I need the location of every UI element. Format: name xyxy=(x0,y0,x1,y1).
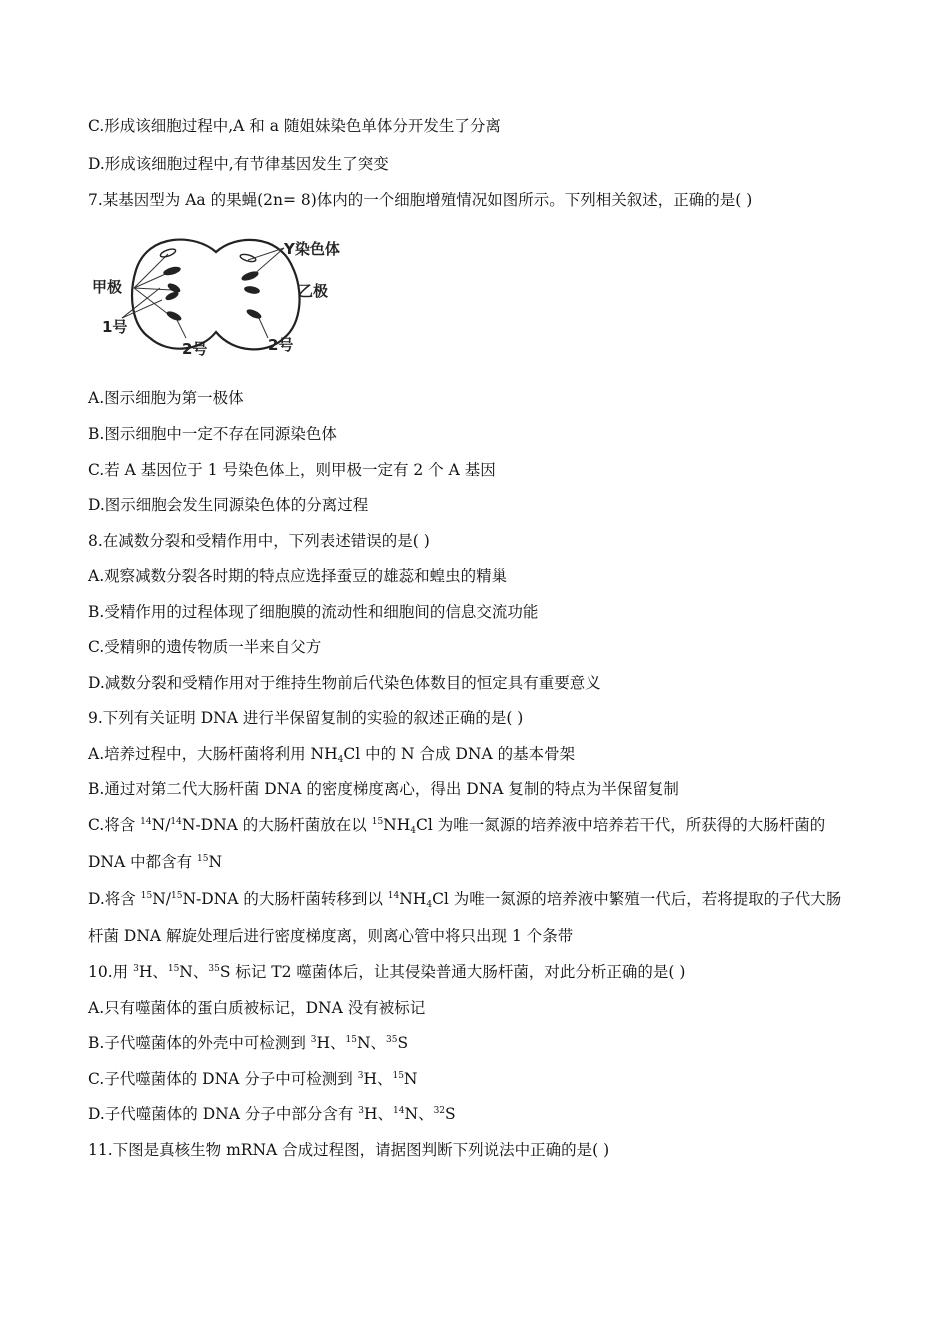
q9-option-c: C.将含 $^{14}$N/$^{14}$N-DNA 的大肠杆菌放在以 $^{15}NH_4Cl$ 为唯一氮源的培养液中培养若干代，所获得的大肠杆菌的 xyxy=(88,816,826,836)
q6-option-d: D.形成该细胞过程中,有节律基因发生了突变 xyxy=(88,155,389,173)
q8-option-c: C.受精卵的遗传物质一半来自父方 xyxy=(88,638,322,656)
label-chromosome-2-left: 2号 xyxy=(182,340,208,358)
q7-option-b: B.图示细胞中一定不存在同源染色体 xyxy=(88,425,337,443)
q10-option-c: C.子代噬菌体的 DNA 分子中可检测到 $^3$H、$^{15}$N xyxy=(88,1070,418,1088)
pointer-lines xyxy=(122,248,284,338)
q9-option-d: D.将含 $^{15}$N/$^{15}$N-DNA 的大肠杆菌转移到以 $^{14}NH_4Cl$ 为唯一氮源的培养液中繁殖一代后，若将提取的子代大肠 xyxy=(88,890,842,910)
q9-option-d-line2: 杆菌 DNA 解旋处理后进行密度梯度离，则离心管中将只出现 1 个条带 xyxy=(88,927,574,945)
q9-option-a: A.培养过程中，大肠杆菌将利用 $NH_4Cl$ 中的 N 合成 DNA 的基本骨架 xyxy=(88,745,576,765)
q10-option-a: A.只有噬菌体的蛋白质被标记，DNA 没有被标记 xyxy=(88,999,426,1017)
q7-option-d: D.图示细胞会发生同源染色体的分离过程 xyxy=(88,496,369,514)
q7-option-c: C.若 A 基因位于 1 号染色体上，则甲极一定有 2 个 A 基因 xyxy=(88,461,496,479)
q9-option-b: B.通过对第二代大肠杆菌 DNA 的密度梯度离心，得出 DNA 复制的特点为半保留复制 xyxy=(88,780,679,798)
chromosomes-yi xyxy=(239,253,262,320)
q11-stem: 11.下图是真核生物 mRNA 合成过程图，请据图判断下列说法中正确的是( ) xyxy=(88,1141,610,1159)
q9-stem: 9.下列有关证明 DNA 进行半保留复制的实验的叙述正确的是( ) xyxy=(88,709,524,727)
cell-diagram xyxy=(88,226,368,376)
q8-option-a: A.观察减数分裂各时期的特点应选择蚕豆的雄蕊和蝗虫的精巢 xyxy=(88,567,508,585)
label-jia-pole: 甲极 xyxy=(92,278,123,296)
cell-division-figure xyxy=(88,226,368,376)
q6-option-c: C.形成该细胞过程中,A 和 a 随姐妹染色单体分开发生了分离 xyxy=(88,117,501,135)
q7-stem: 7.某基因型为 Aa 的果蝇(2n= 8)体内的一个细胞增殖情况如图所示。下列相关叙述，正确的是( ) xyxy=(88,191,753,209)
q9-option-c-line2: DNA 中都含有 $^{15}$N xyxy=(88,853,223,871)
label-y-chromosome: Y染色体 xyxy=(284,240,340,258)
q8-stem: 8.在减数分裂和受精作用中，下列表述错误的是( ) xyxy=(88,532,430,550)
q10-option-b: B.子代噬菌体的外壳中可检测到 $^3$H、$^{15}$N、$^{35}$S xyxy=(88,1034,409,1052)
label-chromosome-1: 1号 xyxy=(102,318,128,336)
q10-option-d: D.子代噬菌体的 DNA 分子中部分含有 $^3$H、$^{14}$N、$^{32}$S xyxy=(88,1105,456,1123)
q8-option-b: B.受精作用的过程体现了细胞膜的流动性和细胞间的信息交流功能 xyxy=(88,603,539,621)
q8-option-d: D.减数分裂和受精作用对于维持生物前后代染色体数目的恒定具有重要意义 xyxy=(88,674,601,692)
label-chromosome-2-right: 2号 xyxy=(268,336,294,354)
q7-option-a: A.图示细胞为第一极体 xyxy=(88,389,244,407)
q10-stem: 10.用 $^3$H、$^{15}$N、$^{35}$S 标记 T2 噬菌体后，让其侵染普通大肠杆菌，对此分析正确的是( ) xyxy=(88,963,686,981)
label-yi-pole: 乙极 xyxy=(298,282,329,300)
